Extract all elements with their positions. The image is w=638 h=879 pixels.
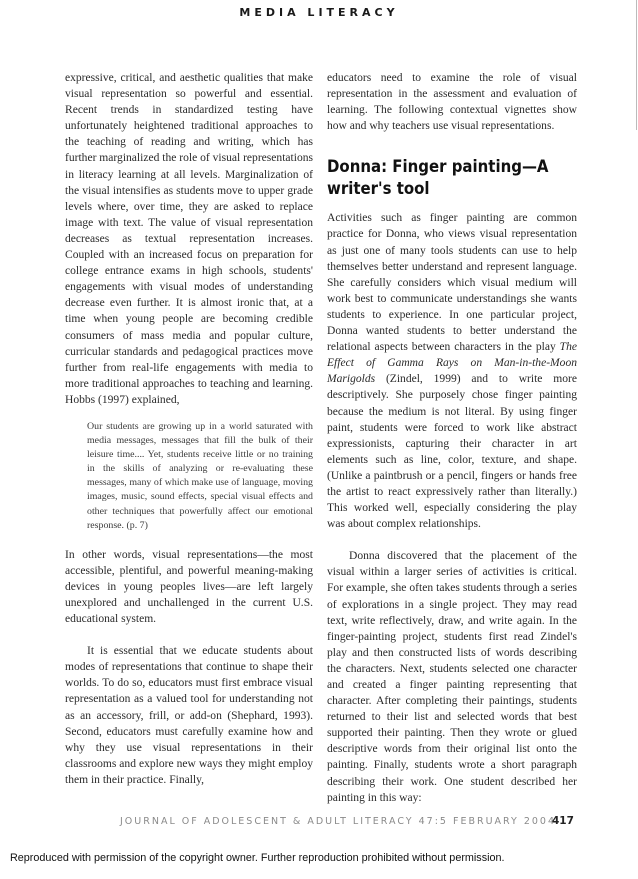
paragraph: Donna discovered that the placement of the visual within a larger series of activities is critical. For example, she often takes students through a series of explorations in a single project. They may read text, write reflectively, draw, and write again. In the finger-painting project, students first read Zindel's play and then constructed lists of words describing the characters. Next, students selected one character and created a finger painting representing that character. After completing their paintings, students returned to their list and selected words that best supported their painting. Then they wrote or glued descriptive words from their original list onto the painting. Finally, students wrote a short paragraph describing their work. One student described her painting in this way:: [327, 550, 577, 804]
right-column: [327, 70, 577, 806]
paragraph-text: (Zindel, 1999) and to write more descriptively. She purposely chose finger painting because the medium is not literal. By using finger paint, students were forced to work like abstract expressionists, capturing their character in art elements such as line, color, texture, and shape. (Unlike a paintbrush or a pencil, fingers or hands free the artist to react expressively rather than literally.) This worked well, especially considering the play was about complex relationships.: [327, 373, 577, 531]
paragraph: It is essential that we educate students about modes of representations that continue to shape their worlds. To do so, educators must first embrace visual representation as a valued tool for understanding not as an accessory, frill, or add-on (Shephard, 1993). Second, educators must carefully examine how and why they use visual representations in their classrooms and explore new ways they might employ them in their practice. Finally,: [65, 645, 313, 786]
paragraph: educators need to examine the role of visual representation in the assessment and evaluation of learning. The following contextual vignettes show how and why teachers use visual representations.: [327, 72, 577, 133]
journal-footer: JOURNAL OF ADOLESCENT & ADULT LITERACY 47:5 FEBRUARY 2004: [120, 816, 557, 827]
running-head: MEDIA LITERACY: [239, 6, 399, 19]
paragraph: expressive, critical, and aesthetic qualities that make visual representation so powerful and essential. Recent trends in standardized testing have unfortunately heightened traditional approaches to the teaching of reading and writing, which has further marginalized the role of visual representations in literacy learning at all levels. Marginalization of the visual intensifies as students move to upper grade levels where, over time, they are asked to replace image with text. The value of visual representation decreases as textual representation increases. Coupled with an increased focus on preparation for college entrance exams in high schools, students' engagements with visual modes of understanding decrease even further. It is almost ironic that, at a time when young people are becoming credible consumers of mass media and popular culture, curricular standards and pedagogical practices move further from real-life engagements with media to more traditional approaches to teaching and learning. Hobbs (1997) explained,: [65, 72, 313, 406]
block-quote: Our students are growing up in a world saturated with media messages, messages that fill the bulk of their leisure time.... Yet, students receive little or no training in the skills of analyzing or re-evaluating these messages, many of which make use of language, moving images, music, sound effects, special visual effects and other techniques that powerfully affect our emotional response. (p. 7): [87, 420, 313, 531]
paragraph: [327, 210, 577, 532]
section-heading: Donna: Finger painting—A writer's tool: [327, 157, 549, 200]
page-number: 417: [552, 815, 574, 827]
left-column: [65, 70, 313, 788]
page-edge-rule: [636, 0, 637, 130]
copyright-notice: Reproduced with permission of the copyright owner. Further reproduction prohibited without permission.: [10, 852, 505, 864]
play-title: The Effect of Gamma Rays on Man-in-the-Moon Marigolds: [327, 341, 577, 386]
paragraph: In other words, visual representations—the most accessible, plentiful, and powerful meaning-making devices in young peoples lives—are left largely unexplored and unchallenged in the current U.S. educational system.: [65, 548, 313, 626]
paragraph-text: Activities such as finger painting are common practice for Donna, who views visual representation as just one of many tools students can use to help themselves better understand and represent language. She carefully considers which visual medium will work best to communicate understandings she wants students to experience. In one particular project, Donna wanted students to better understand the relational aspects between characters in the play: [327, 212, 577, 354]
